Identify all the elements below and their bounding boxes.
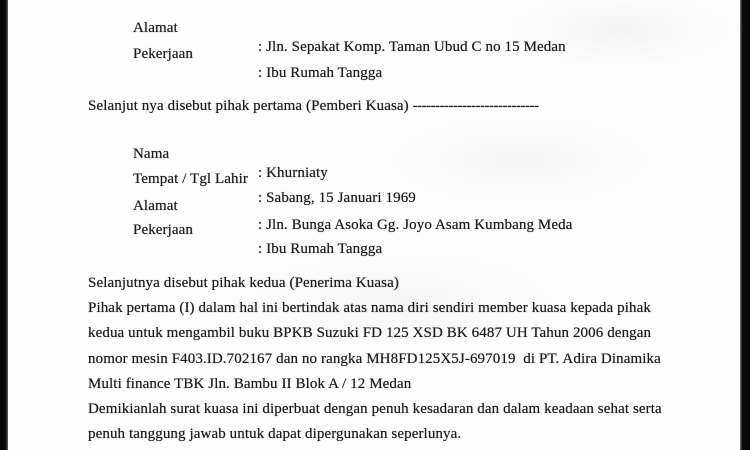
- party1-closing-line: [0, 78, 539, 114]
- party1-closing-text: Selanjut nya disebut pihak pertama (Pemberi Kuasa) ----------------------------: [88, 98, 539, 114]
- body-line: Multi finance TBK Jln. Bambu II Blok A / 12 Medan: [88, 376, 412, 392]
- field-label: Nama: [133, 146, 170, 162]
- body-line: Demikianlah surat kuasa ini diperbuat dengan penuh kesadaran dan dalam keadaan sehat serta: [88, 401, 662, 417]
- dash-filler: ----------------------------: [412, 98, 539, 114]
- field-value: : Sabang, 15 Januari 1969: [258, 190, 416, 206]
- field-value: : Ibu Rumah Tangga: [258, 65, 383, 81]
- field-value: : Jln. Sepakat Komp. Taman Ubud C no 15 Medan: [258, 39, 566, 55]
- scan-edge-right-bar: [740, 0, 750, 450]
- field-value: : Jln. Bunga Asoka Gg. Joyo Asam Kumbang Meda: [258, 217, 573, 233]
- body-line: nomor mesin F403.ID.702167 dan no rangka MH8FD125X5J-697019 di PT. Adira Dinamika: [88, 351, 661, 367]
- field-label: Alamat: [133, 20, 178, 36]
- field-value: : Khurniaty: [258, 165, 328, 181]
- field-label: Alamat: [133, 198, 178, 214]
- field-value: : Ibu Rumah Tangga: [258, 241, 383, 257]
- field-label: Pekerjaan: [133, 222, 194, 238]
- body-line: kedua untuk mengambil buku BPKB Suzuki FD 125 XSD BK 6487 UH Tahun 2006 dengan: [88, 325, 652, 341]
- field-label: Tempat / Tgl Lahir: [133, 171, 249, 187]
- body-line: penuh tanggung jawab untuk dapat dipergunakan seperlunya.: [88, 426, 462, 442]
- body-line: Selanjutnya disebut pihak kedua (Penerima Kuasa): [88, 275, 399, 291]
- body-line: Pihak pertama (I) dalam hal ini bertindak atas nama diri sendiri member kuasa kepada pihak: [88, 300, 651, 316]
- field-label: Pekerjaan: [133, 46, 194, 62]
